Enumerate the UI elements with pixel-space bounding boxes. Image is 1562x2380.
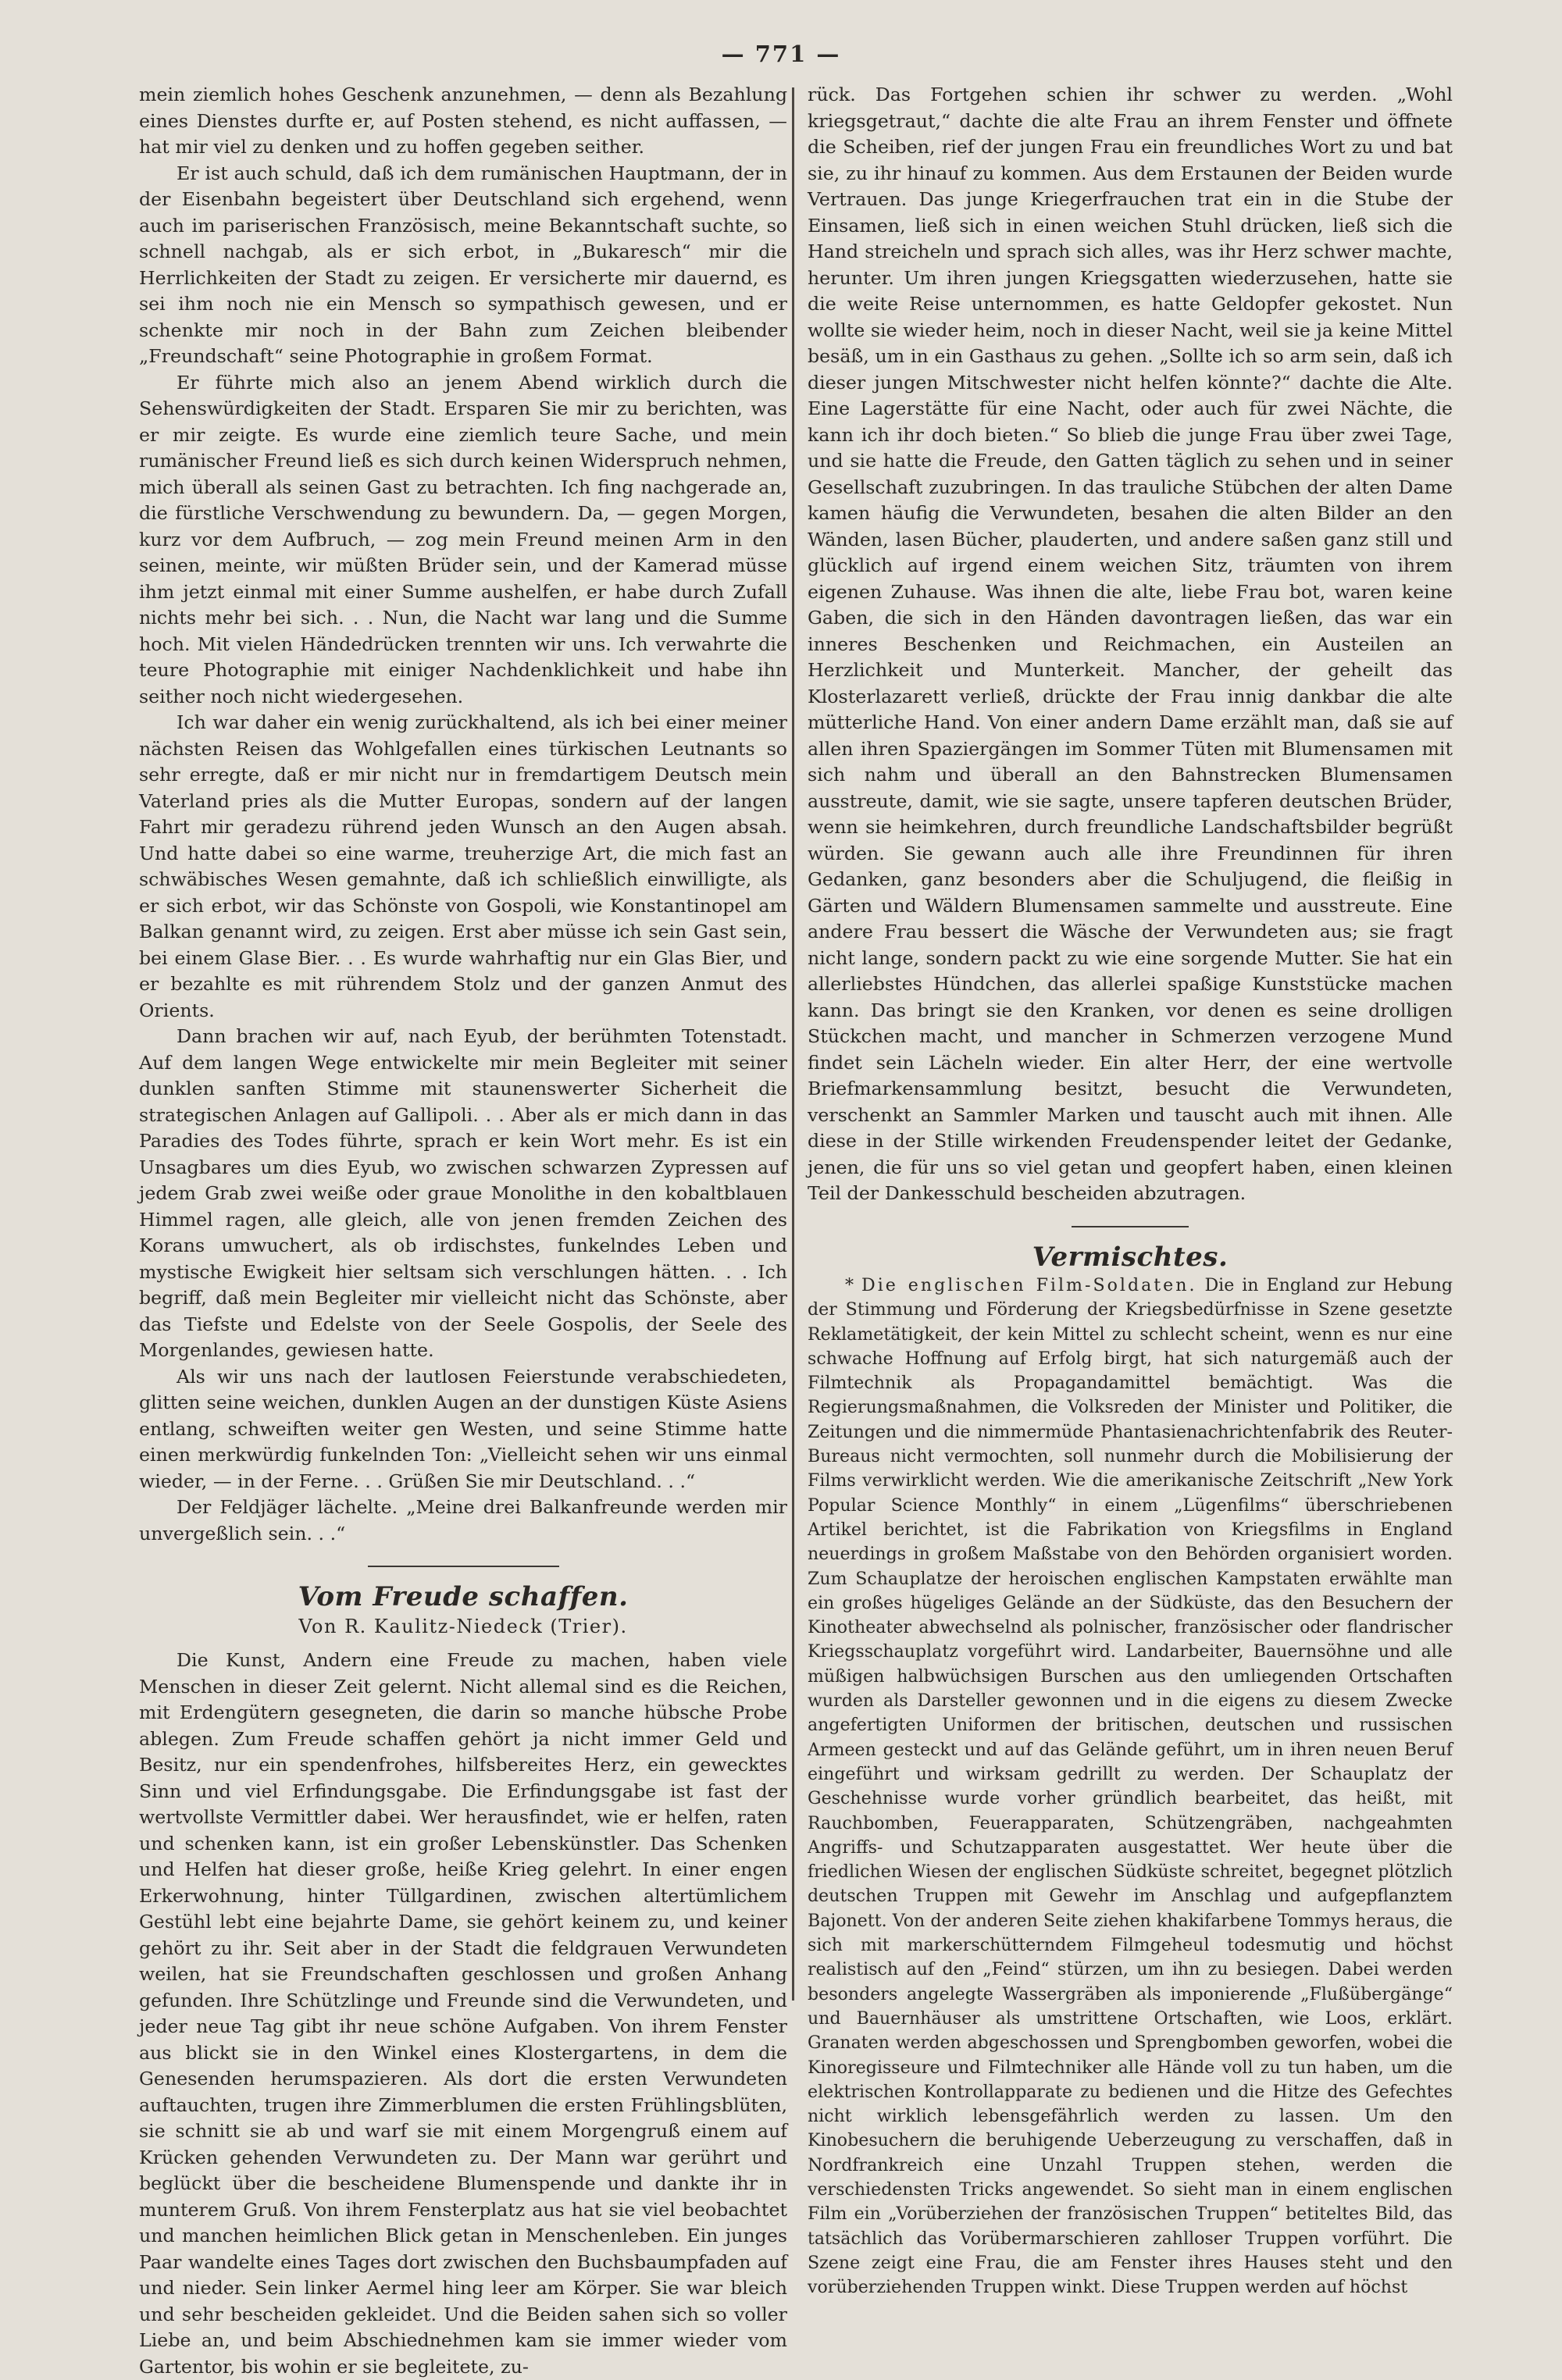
paragraph: Ich war daher ein wenig zurückhaltend, als ich bei einer meiner nächsten Reisen das Wohlgefallen eines türkischen Leutnants so sehr erregte, daß er mir nicht nur in fremdartigem Deutsch mein Vaterland pries als die Mutter Europas, sondern auf der langen Fahrt mir geradezu rührend jeden Wunsch an den Augen absah. Und hatte dabei so eine warme, treuherzige Art, die mich fast an schwäbisches Wesen gemahnte, daß ich schließlich einwilligte, als er sich erbot, wir das Schönste von Gospoli, wie Konstantinopel am Balkan genannt wird, zu zeigen. Erst aber müsse ich sein Gast sein, bei einem Glase Bier. . . Es wurde wahrhaftig nur ein Glas Bier, und er bezahlte es mit rührendem Stolz und der ganzen Anmut des Orients. [139, 711, 787, 1021]
article-title: Vom Freude schaffen. [298, 1581, 629, 1612]
paragraph: rück. Das Fortgehen schien ihr schwer zu werden. „Wohl kriegsgetraut,“ dachte die alte Frau an ihrem Fenster und öffnete die Scheiben, rief der jungen Frau ein freundliches Wort zu und bat sie, zu ihr hinauf zu kommen. Aus dem Erstaunen der Beiden wurde Vertrauen. Das junge Kriegerfrauchen trat ein in die Stube der Einsamen, ließ sich in einen weichen Stuhl drücken, ließ sich die Hand streicheln und sprach sich alles, was ihr Herz schwer machte, herunter. Um ihren jungen Kriegsgatten wiederzusehen, hatte sie die weite Reise unternommen, es hatte Geldopfer gekostet. Nun wollte sie wieder heim, noch in dieser Nacht, weil sie ja keine Mittel besäß, um in ein Gasthaus zu gehen. „Sollte ich so arm sein, daß ich dieser jungen Mitschwester nicht helfen könnte?“ dachte die Alte. Eine Lagerstätte für eine Nacht, oder auch für zwei Nächte, die kann ich ihr doch bieten.“ So blieb die junge Frau über zwei Tage, und sie hatte die Freude, den Gatten täglich zu sehen und in seiner Gesellschaft zuzubringen. In das trauliche Stübchen der alten Dame kamen häufig die Verwundeten, besahen die alten Bilder an den Wänden, lasen Bücher, plauderten, und andere saßen ganz still und glücklich auf irgend einem weichen Sitz, träumten von ihrem eigenen Zuhause. Was ihnen die alte, liebe Frau bot, waren keine Gaben, die sich in den Händen davontragen ließen, das war ein inneres Beschenken und Reichmachen, ein Austeilen an Herzlichkeit und Munterkeit. Mancher, der geheilt das Klosterlazarett verließ, drückte der Frau innig dankbar die alte mütterliche Hand. Von einer andern Dame erzählt man, daß sie auf allen ihren Spaziergängen im Sommer Tüten mit Blumensamen mit sich nahm und überall an den Bahnstrecken Blumensamen ausstreute, damit, wie sie sagte, unsere tapferen deutschen Brüder, wenn sie heimkehren, durch freundliche Landschaftsbilder begrüßt würden. Sie gewann auch alle ihre Freundinnen für ihren Gedanken, ganz besonders aber die Schuljugend, die fleißig in Gärten und Wäldern Blumensamen sammelte und ausstreute. Eine andere Frau bessert die Wäsche der Verwundeten aus; sie fragt nicht lange, sondern packt zu wie eine sorgende Mutter. Sie hat ein allerliebstes Hündchen, das allerlei spaßige Kunststücke machen kann. Das bringt sie den Kranken, vor denen es seine drolligen Stückchen macht, und mancher in Schmerzen verzogene Mund findet sein Lächeln wieder. Ein alter Herr, der eine wertvolle Briefmarkensammlung besitzt, besucht die Verwundeten, verschenkt an Sammler Marken und tauscht auch mit ihnen. Alle diese in der Stille wirkenden Freudenspender leitet der Gedanke, jenen, die für uns so viel getan und geopfert haben, einen kleinen Teil der Dankesschuld bescheiden abzutragen. [808, 84, 1453, 1204]
section-divider [1072, 1226, 1189, 1227]
section-divider [368, 1566, 559, 1567]
paragraph: Der Feldjäger lächelte. „Meine drei Balkanfreunde werden mir unvergeßlich sein. . .“ [139, 1496, 787, 1545]
paragraph: Die Kunst, Andern eine Freude zu machen, haben viele Menschen in dieser Zeit gelernt. Nicht allemal sind es die Reichen, mit Erdengütern gesegneten, die darin so manche hübsche Probe ablegen. Zum Freude schaffen gehört ja nicht immer Geld und Besitz, nur ein spendenfrohes, hilfsbereites Herz, ein gewecktes Sinn und viel Erfindungsgabe. Die Erfindungsgabe ist fast der wertvollste Vermittler dabei. Wer herausfindet, wie er helfen, raten und schenken kann, ist ein großer Lebenskünstler. Das Schenken und Helfen hat dieser große, heiße Krieg gelehrt. In einer engen Erkerwohnung, hinter Tüllgardinen, zwischen altertümlichem Gestühl lebt eine bejahrte Dame, sie gehört keinem zu, und keiner gehört zu ihr. Seit aber in der Stadt die feldgrauen Verwundeten weilen, hat sie Freundschaften geschlossen und großen Anhang gefunden. Ihre Schützlinge und Freunde sind die Verwundeten, und jeder neue Tag gibt ihr neue schöne Aufgaben. Von ihrem Fenster aus blickt sie in den Winkel eines Klostergartens, in dem die Genesenden herumspazieren. Als dort die ersten Verwundeten auftauchten, trugen ihre Zimmerblumen die ersten Frühlingsblüten, sie schnitt sie ab und warf sie mit einem Morgengruß einem auf Krücken gehenden Verwundeten zu. Der Mann war gerührt und beglückt über die bescheidene Blumenspende und dankte ihr in munterem Gruß. Von ihrem Fensterplatz aus hat sie viel beobachtet und manchen heimlichen Blick getan in Menschenleben. Ein junges Paar wandelte eines Tages dort zwischen den Buchsbaumpfaden auf und nieder. Sein linker Aermel hing leer am Körper. Sie war bleich und sehr bescheiden gekleidet. Und die Beiden sahen sich so voller Liebe an, und beim Abschiednehmen kam sie immer wieder vom Gartentor, bis wohin er sie begleitete, zu- [139, 1649, 787, 2378]
page-number: — 771 — [721, 41, 841, 67]
paragraph: mein ziemlich hohes Geschenk anzunehmen, — denn als Bezahlung eines Dienstes durfte er, auf Posten stehend, es nicht auffassen, — hat mir viel zu denken und zu hoffen gegeben seither. [139, 84, 787, 158]
feldjaeger-story [139, 82, 787, 1547]
right-column [808, 82, 1453, 2298]
column-divider [792, 87, 794, 2001]
article-byline: Von R. Kaulitz-Niedeck (Trier). [298, 1615, 628, 1637]
news-item [808, 1274, 1453, 2300]
left-column [139, 82, 787, 2378]
section-title: Vermischtes. [1032, 1241, 1229, 1273]
item-star: * [845, 1275, 854, 1295]
paragraph: Er ist auch schuld, daß ich dem rumänischen Hauptmann, der in der Eisenbahn begeistert über Deutschland sich ergehend, wenn auch im pariserischen Französisch, meine Bekanntschaft suchte, so schnell nachgab, als er sich erbot, in „Bukaresch“ mir die Herrlichkeiten der Stadt zu zeigen. Er versicherte mir dauernd, es sei ihm noch nie ein Mensch so sympathisch gewesen, und er schenkte mir noch in der Bahn zum Zeichen bleibender „Freundschaft“ seine Photographie in großem Format. [139, 162, 787, 367]
vermischtes-section [808, 1274, 1453, 2300]
paragraph: Dann brachen wir auf, nach Eyub, der berühmten Totenstadt. Auf dem langen Wege entwickelte mir mein Begleiter mit seiner dunklen sanften Stimme mit staunenswerter Sicherheit die strategischen Anlagen auf Gallipoli. . . Aber als er mich dann in das Paradies des Todes führte, sprach er kein Wort mehr. Es ist ein Unsagbares um dies Eyub, wo zwischen schwarzen Zypressen auf jedem Grab zwei weiße oder graue Monolithe in den kobaltblauen Himmel ragen, alle gleich, alle von jenen fremden Zeichen des Korans umwuchert, als ob irdischstes, funkelndes Leben und mystische Ewigkeit hier seltsam sich verschlungen hätten. . . Ich begriff, daß mein Begleiter mir vielleicht nicht das Schönste, aber das Tiefste und Edelste von der Seele Gospolis, der Seele des Morgenlandes, gewiesen hatte. [139, 1025, 787, 1361]
paragraph: Er führte mich also an jenem Abend wirklich durch die Sehenswürdigkeiten der Stadt. Ersparen Sie mir zu berichten, was er mir zeigte. Es wurde eine ziemlich teure Sache, und mein rumänischer Freund ließ es sich durch keinen Widerspruch nehmen, mich überall als seinen Gast zu betrachten. Ich fing nachgerade an, die fürstliche Verschwendung zu bewundern. Da, — gegen Morgen, kurz vor dem Aufbruch, — zog mein Freund meinen Arm in den seinen, meinte, wir müßten Brüder sein, und der Kamerad müsse ihm jetzt einmal mit einer Summe aushelfen, er habe durch Zufall nichts mehr bei sich. . . Nun, die Nacht war lang und die Summe hoch. Mit vielen Händedrücken trennten wir uns. Ich verwahrte die teure Photographie mit einiger Nachdenklichkeit und habe ihn seither noch nicht wiedergesehen. [139, 371, 787, 707]
item-title: Die englischen Film-Soldaten. [861, 1275, 1197, 1295]
item-text: Die in England zur Hebung der Stimmung und Förderung der Kriegsbedürfnisse in Szene gesetzte Reklametätigkeit, der kein Mittel zu schlecht scheint, wenn es nur eine schwache Hoffnung auf Erfolg birgt, hat sich naturgemäß auch der Filmtechnik als Propagandamittel bemächtigt. Was die Regierungsmaßnahmen, die Volksreden der Minister und Politiker, die Zeitungen und die nimmermüde Phantasienachrichtenfabrik des Reuter-Bureaus nicht vermochten, soll nunmehr durch die Mobilisierung der Films verwirklicht werden. Wie die amerikanische Zeitschrift „New York Popular Science Monthly“ in einem „Lügenfilms“ überschriebenen Artikel berichtet, ist die Fabrikation von Kriegsfilms in England neuerdings in großem Maßstabe von den Behörden organisiert worden. Zum Schauplatze der heroischen englischen Kampstaten erwählte man ein großes hügeliges Gelände an der Südküste, das den Besuchern der Kinotheater abwechselnd als polnischer, französischer oder flandrischer Kriegsschauplatz vorgeführt wird. Landarbeiter, Bauernsöhne und alle müßigen halbwüchsigen Burschen aus den umliegenden Ortschaften wurden als Darsteller gewonnen und in die eigens zu diesem Zwecke angefertigten Uniformen der britischen, deutschen und russischen Armeen gesteckt und auf das Gelände geführt, um in ihren neuen Beruf eingeführt und wirksam gedrillt zu werden. Der Schauplatz der Geschehnisse wurde vorher gründlich bearbeitet, das heißt, mit Rauchbomben, Feuerapparaten, Schützengräben, nachgeahmten Angriffs- und Schutzapparaten ausgestattet. Wer heute über die friedlichen Wiesen der englischen Südküste schreitet, begegnet plötzlich deutschen Truppen mit Gewehr im Anschlag und aufgepflanztem Bajonett. Von der anderen Seite ziehen khakifarbene Tommys heraus, die sich mit markerschütterndem Filmgeheul todesmutig und höchst realistisch auf den „Feind“ stürzen, um ihn zu besiegen. Dabei werden besonders angelegte Wassergräben als imponierende „Flußübergänge“ und Bauernhäuser als umstrittene Ortschaften, wie Loos, erklärt. Granaten werden abgeschossen und Sprengbomben geworfen, wobei die Kinoregisseure und Filmtechniker alle Hände voll zu tun haben, um die elektrischen Kontrollapparate zu bedienen und die Hitze des Gefechtes nicht wirklich lebensgefährlich werden zu lassen. Um den Kinobesuchern die beruhigende Ueberzeugung zu verschaffen, daß in Nordfrankreich eine Unzahl Truppen stehen, werden die verschiedensten Tricks angewendet. So sieht man in einem englischen Film ein „Vorüberziehen der französischen Truppen“ betiteltes Bild, das tatsächlich das Vorübermarschieren zahlloser Truppen vorführt. Die Szene zeigt eine Frau, die am Fenster ihres Hauses steht und den vorüberziehenden Truppen winkt. Diese Truppen werden auf höchst [808, 1275, 1453, 2298]
paragraph: Als wir uns nach der lautlosen Feierstunde verabschiedeten, glitten seine weichen, dunklen Augen an der dunstigen Küste Asiens entlang, schweiften weiter gen Westen, und seine Stimme hatte einen merkwürdig funkelnden Ton: „Vielleicht sehen wir uns einmal wieder, — in der Ferne. . . Grüßen Sie mir Deutschland. . .“ [139, 1365, 787, 1492]
